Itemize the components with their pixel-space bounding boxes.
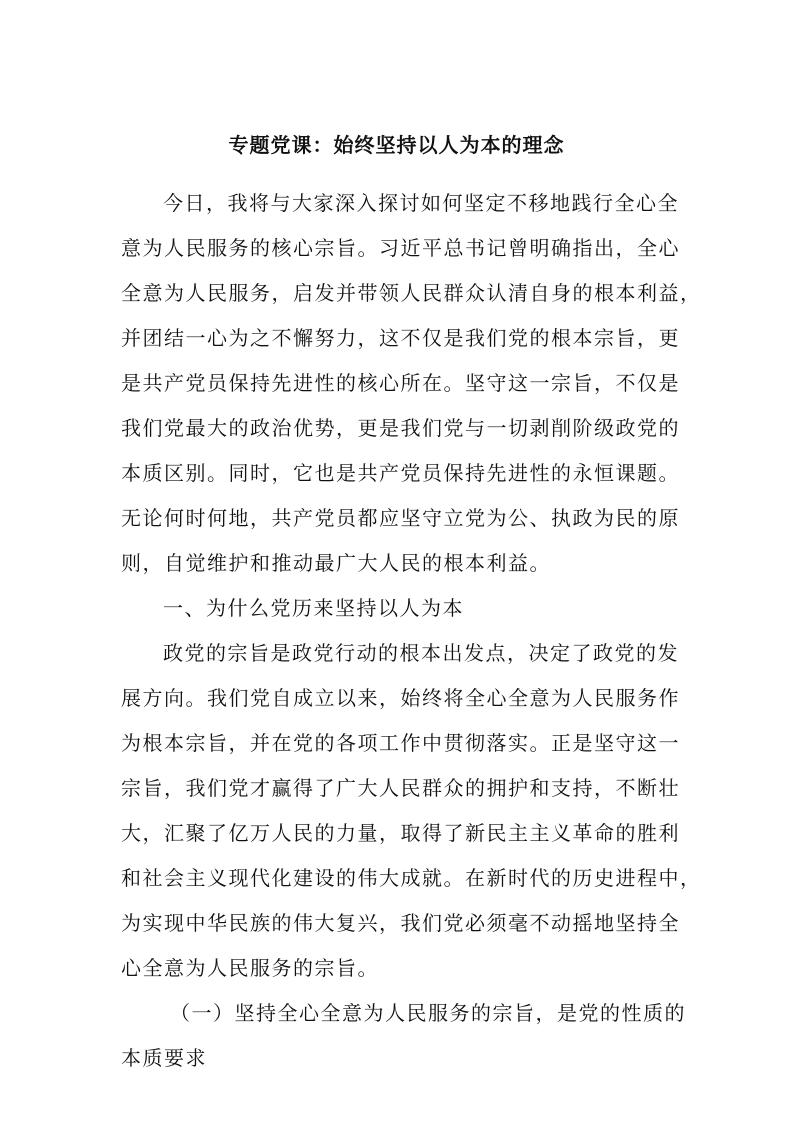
paragraph-line: 是共产党员保持先进性的核心所在。坚守这一宗旨，不仅是 (121, 371, 680, 395)
document-title: 专题党课：始终坚持以人为本的理念 (228, 133, 565, 157)
paragraph-line: 为实现中华民族的伟大复兴，我们党必须毫不动摇地坚持全 (121, 911, 680, 935)
paragraph-line: 展方向。我们党自成立以来，始终将全心全意为人民服务作 (121, 686, 680, 710)
paragraph-line: 意为人民服务的核心宗旨。习近平总书记曾明确指出，全心 (121, 236, 680, 260)
paragraph-line: 大，汇聚了亿万人民的力量，取得了新民主主义革命的胜利 (121, 821, 680, 845)
paragraph-line: 并团结一心为之不懈努力，这不仅是我们党的根本宗旨，更 (121, 326, 680, 350)
subsection-heading: （一）坚持全心全意为人民服务的宗旨，是党的性质的 (170, 1001, 686, 1025)
paragraph-line: 无论何时何地，共产党员都应坚守立党为公、执政为民的原 (121, 506, 680, 530)
paragraph-line: 本质区别。同时，它也是共产党员保持先进性的永恒课题。 (121, 461, 680, 485)
paragraph-line: 和社会主义现代化建设的伟大成就。在新时代的历史进程中， (121, 866, 702, 890)
paragraph-line: 心全意为人民服务的宗旨。 (121, 956, 379, 980)
paragraph-line: 我们党最大的政治优势，更是我们党与一切剥削阶级政党的 (121, 416, 680, 440)
paragraph-line: 为根本宗旨，并在党的各项工作中贯彻落实。正是坚守这一 (121, 731, 680, 755)
paragraph-line: 政党的宗旨是政党行动的根本出发点，决定了政党的发 (163, 641, 679, 665)
subsection-heading-continued: 本质要求 (121, 1046, 207, 1070)
paragraph-line: 宗旨，我们党才赢得了广大人民群众的拥护和支持，不断壮 (121, 776, 680, 800)
paragraph-line: 今日，我将与大家深入探讨如何坚定不移地践行全心全 (163, 191, 679, 215)
paragraph-line: 全意为人民服务，启发并带领人民群众认清自身的根本利益， (121, 281, 702, 305)
paragraph-line: 则，自觉维护和推动最广大人民的根本利益。 (121, 551, 551, 575)
section-heading: 一、为什么党历来坚持以人为本 (163, 596, 464, 620)
